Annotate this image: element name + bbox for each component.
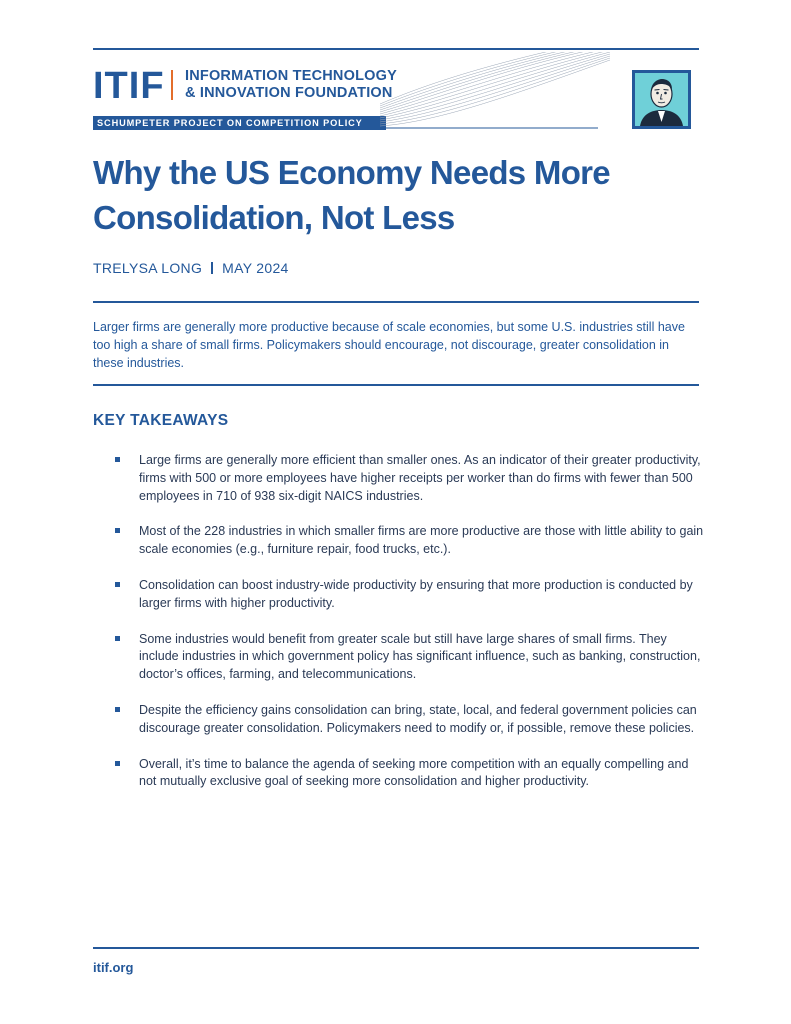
bullet-icon: [115, 528, 120, 533]
itif-wordmark: ITIF: [93, 65, 165, 107]
summary-bottom-divider: [93, 384, 699, 386]
summary-paragraph: Larger firms are generally more productive because of scale economies, but some U.S. industries still have too high a share of small firms. Policymakers should encourage, not discourage, greater consolidation in these industries.: [93, 320, 685, 370]
takeaway-item: [115, 452, 705, 505]
bullet-icon: [115, 761, 120, 766]
program-banner: SCHUMPETER PROJECT ON COMPETITION POLICY: [93, 116, 386, 130]
schumpeter-portrait: [632, 70, 691, 129]
decorative-swoosh-lines: [380, 52, 610, 132]
logo-separator: [171, 70, 173, 100]
itif-logo[interactable]: [93, 65, 397, 128]
byline-separator: [211, 262, 213, 274]
byline: [93, 260, 289, 276]
publication-date: MAY 2024: [222, 260, 289, 276]
bullet-icon: [115, 707, 120, 712]
takeaway-item: [115, 756, 705, 792]
summary-top-divider: [93, 301, 699, 303]
org-name-line-1: INFORMATION TECHNOLOGY: [185, 68, 397, 84]
takeaway-text: Despite the efficiency gains consolidation can bring, state, local, and federal government policies can discourage greater consolidation. Policymakers need to modify or, if possible, remove these policies.: [139, 702, 697, 735]
footer-website-link[interactable]: itif.org: [93, 960, 134, 975]
takeaway-text: Consolidation can boost industry-wide productivity by ensuring that more production is conducted by larger firms with higher productivity.: [139, 577, 693, 610]
takeaway-item: [115, 702, 705, 738]
takeaway-text: Large firms are generally more efficient than smaller ones. As an indicator of their greater productivity, firms with 500 or more employees have higher receipts per worker than do firms with fewer than 500 employees in 710 of 938 six-digit NAICS industries.: [139, 453, 701, 503]
org-name-line-2: & INNOVATION FOUNDATION: [185, 85, 393, 101]
page-title: [93, 150, 693, 240]
footer-divider: [93, 947, 699, 949]
bullet-icon: [115, 457, 120, 462]
portrait-illustration-icon: [632, 70, 691, 129]
takeaway-item: [115, 577, 705, 613]
author-name: TRELYSA LONG: [93, 260, 203, 276]
bullet-icon: [115, 582, 120, 587]
title-line-2: Consolidation, Not Less: [93, 199, 455, 236]
takeaway-text: Most of the 228 industries in which smaller firms are more productive are those with little ability to gain scale economies (e.g., furniture repair, food trucks, etc.).: [139, 524, 704, 557]
takeaway-item: [115, 631, 705, 684]
key-takeaways-list: [115, 452, 705, 809]
takeaway-text: Some industries would benefit from greater scale but still have large shares of small firms. They include industries in which government policy has significant influence, such as banking, construction, doctor’s offices, farming, and telecommunications.: [139, 631, 701, 682]
top-divider: [93, 48, 699, 50]
bullet-icon: [115, 636, 120, 641]
key-takeaways-heading: KEY TAKEAWAYS: [93, 412, 229, 429]
takeaway-item: [115, 523, 705, 559]
title-line-1: Why the US Economy Needs More: [93, 154, 610, 191]
takeaway-text: Overall, it’s time to balance the agenda of seeking more competition with an equally compelling and not mutually exclusive goal of seeking more consolidation and higher productivity.: [139, 756, 689, 789]
